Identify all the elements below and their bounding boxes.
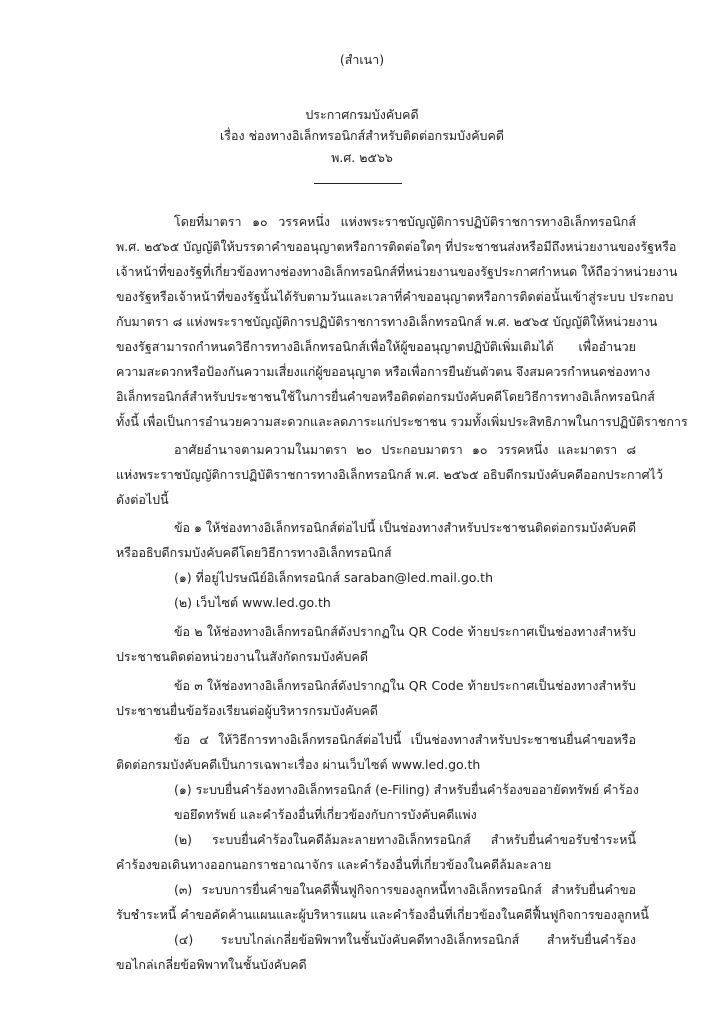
preamble-line: กับมาตรา ๘ แห่งพระราชบัญญัติการปฏิบัติราชการทางอิเล็กทรอนิกส์ พ.ศ. ๒๕๖๕ บัญญัติให้หน่วยงาน <box>116 314 658 329</box>
clause-4-item-3-cont: รับชำระหนี้ คำขอคัดค้านแผนและผู้บริหารแผน และคำร้องอื่นที่เกี่ยวข้องในคดีฟื้นฟูกิจการของลูกหนี้ <box>116 907 649 922</box>
preamble-line: อิเล็กทรอนิกส์สำหรับประชาชนใช้ในการยื่นคำขอหรือติดต่อกรมบังคับคดีโดยวิธีการทางอิเล็กทรอนิกส์ <box>116 389 655 404</box>
clause-4-item-2-cont: คำร้องขอเดินทางออกนอกราชอาณาจักร และคำร้องอื่นที่เกี่ยวข้องในคดีล้มละลาย <box>116 857 552 872</box>
clause-4-item-2: (๒) ระบบยื่นคำร้องในคดีล้มละลายทางอิเล็กทรอนิกส์ สำหรับยื่นคำขอรับชำระหนี้ <box>174 832 636 847</box>
clause-3-line: ประชาชนยื่นข้อร้องเรียนต่อผู้บริหารกรมบังคับคดี <box>116 703 378 718</box>
preamble-line: ทั้งนี้ เพื่อเป็นการอำนวยความสะดวกและลดภาระแก่ประชาชน รวมทั้งเพิ่มประสิทธิภาพในการปฏิบัติราชการ <box>116 414 688 429</box>
clause-1-line: หรืออธิบดีกรมบังคับคดีโดยวิธีการทางอิเล็กทรอนิกส์ <box>116 545 392 560</box>
clause-2-line: ข้อ ๒ ให้ช่องทางอิเล็กทรอนิกส์ดังปรากฏใน QR Code ท้ายประกาศเป็นช่องทางสำหรับ <box>174 624 636 639</box>
announcement-year: พ.ศ. ๒๕๖๖ <box>331 150 393 165</box>
clause-1-line: ข้อ ๑ ให้ช่องทางอิเล็กทรอนิกส์ต่อไปนี้ เป็นช่องทางสำหรับประชาชนติดต่อกรมบังคับคดี <box>174 520 637 535</box>
preamble-line: ของรัฐหรือเจ้าหน้าที่ของรัฐนั้นได้รับตามวันและเวลาที่คำขออนุญาตหรือการติดต่อนั้นเข้าสู่ระบบ ประกอบ <box>116 289 674 304</box>
preamble-line: ความสะดวกหรือป้องกันความเสี่ยงแก่ผู้ขออนุญาต หรือเพื่อการยืนยันตัวตน จึงสมควรกำหนดช่องทาง <box>116 364 651 379</box>
announcement-title: ประกาศกรมบังคับคดี <box>305 107 419 122</box>
preamble-line: ของรัฐสามารถกำหนดวิธีการทางอิเล็กทรอนิกส์เพื่อให้ผู้ขออนุญาตปฏิบัติเพิ่มเติมได้ เพื่ออำนวย <box>116 339 636 354</box>
clause-1-item-website: (๒) เว็บไซต์ www.led.go.th <box>174 595 331 610</box>
clause-4-item-1-cont: ขอยึดทรัพย์ และคำร้องอื่นที่เกี่ยวข้องกับการบังคับคดีแพ่ง <box>174 807 477 822</box>
clause-4-line: ติดต่อกรมบังคับคดีเป็นการเฉพาะเรื่อง ผ่านเว็บไซต์ www.led.go.th <box>116 757 481 772</box>
clause-4-item-4: (๔) ระบบไกล่เกลี่ยข้อพิพาทในชั้นบังคับคดีทางอิเล็กทรอนิกส์ สำหรับยื่นคำร้อง <box>174 932 636 947</box>
preamble-line: โดยที่มาตรา ๑๐ วรรคหนึ่ง แห่งพระราชบัญญัติการปฏิบัติราชการทางอิเล็กทรอนิกส์ <box>174 214 636 229</box>
clause-4-item-1: (๑) ระบบยื่นคำร้องทางอิเล็กทรอนิกส์ (e-Filing) สำหรับยื่นคำร้องขออายัดทรัพย์ คำร้อง <box>174 782 639 797</box>
clause-1-item-email: (๑) ที่อยู่ไปรษณีย์อิเล็กทรอนิกส์ saraban@led.mail.go.th <box>174 570 493 585</box>
authority-line: แห่งพระราชบัญญัติการปฏิบัติราชการทางอิเล็กทรอนิกส์ พ.ศ. ๒๕๖๕ อธิบดีกรมบังคับคดีออกประกาศไว้ <box>116 467 663 482</box>
clause-4-item-4-cont: ขอไกล่เกลี่ยข้อพิพาทในชั้นบังคับคดี <box>116 957 307 972</box>
authority-line: ดังต่อไปนี้ <box>116 492 169 507</box>
preamble-line: เจ้าหน้าที่ของรัฐที่เกี่ยวข้องทางช่องทางอิเล็กทรอนิกส์ที่หน่วยงานของรัฐประกาศกำหนด ให้ถือว่าหน่วยงาน <box>116 264 678 279</box>
copy-mark: (สำเนา) <box>339 52 385 67</box>
announcement-subject: เรื่อง ช่องทางอิเล็กทรอนิกส์สำหรับติดต่อกรมบังคับคดี <box>220 128 504 143</box>
authority-line: อาศัยอำนาจตามความในมาตรา ๒๐ ประกอบมาตรา ๑๐ วรรคหนึ่ง และมาตรา ๘ <box>174 442 636 457</box>
clause-4-item-3: (๓) ระบบการยื่นคำขอในคดีฟื้นฟูกิจการของลูกหนี้ทางอิเล็กทรอนิกส์ สำหรับยื่นคำขอ <box>174 882 636 897</box>
title-divider <box>314 183 402 184</box>
clause-2-line: ประชาชนติดต่อหน่วยงานในสังกัดกรมบังคับคดี <box>116 649 368 664</box>
preamble-line: พ.ศ. ๒๕๖๕ บัญญัติให้บรรดาคำขออนุญาตหรือการติดต่อใดๆ ที่ประชาชนส่งหรือมีถึงหน่วยงานของรัฐหรือ <box>116 239 677 254</box>
clause-4-line: ข้อ ๔ ให้วิธีการทางอิเล็กทรอนิกส์ต่อไปนี้ เป็นช่องทางสำหรับประชาชนยื่นคำขอหรือ <box>174 732 636 747</box>
clause-3-line: ข้อ ๓ ให้ช่องทางอิเล็กทรอนิกส์ดังปรากฏใน QR Code ท้ายประกาศเป็นช่องทางสำหรับ <box>174 678 636 693</box>
